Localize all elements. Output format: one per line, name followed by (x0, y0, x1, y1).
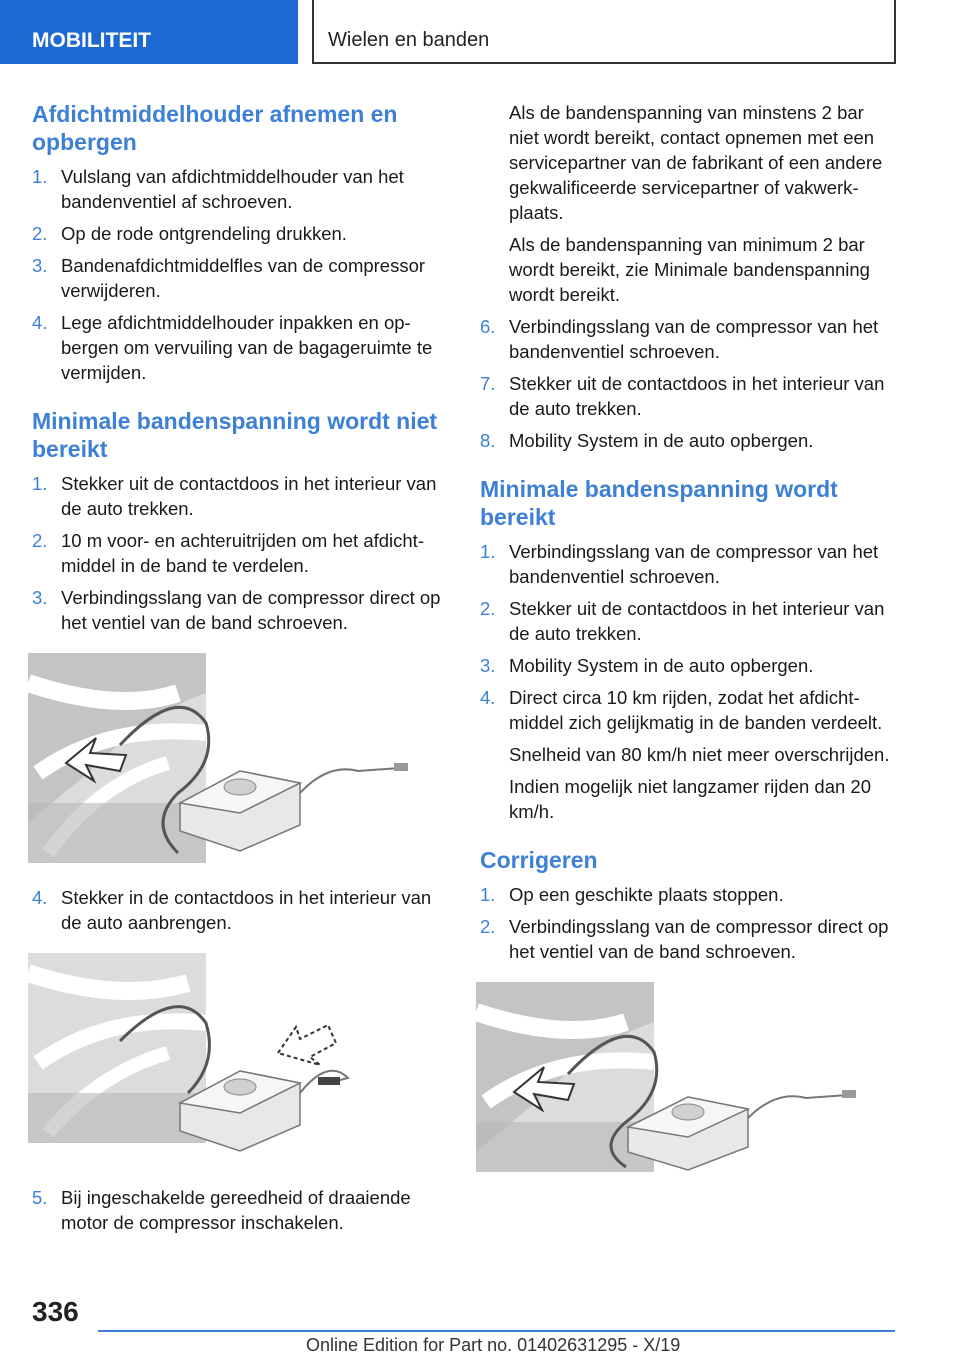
note-speed-limit: Snelheid van 80 km/h niet meer overschrijden. (509, 744, 890, 765)
steps-remove-sealant (32, 164, 450, 385)
list-item: 7. Stekker uit de contactdoos in het interieur van de auto trekken. (480, 373, 885, 419)
page-number: 336 (32, 1296, 79, 1327)
list-item: 2. 10 m voor- en achteruitrijden om het afdichtmiddel in de band te verdelen. (32, 530, 424, 576)
list-item: 8. Mobility System in de auto opbergen. (480, 430, 814, 451)
left-column (32, 100, 450, 1242)
illustration-compressor-valve-2 (476, 982, 894, 1192)
steps-continued (480, 314, 898, 453)
list-item: 1. Op een geschikte plaats stoppen. (480, 884, 784, 905)
right-column (480, 100, 898, 1214)
steps-pressure-reached (480, 539, 898, 735)
list-item: 3. Bandenafdichtmiddelfles van de compressor verwijderen. (32, 255, 426, 301)
list-item: 3. Verbindingsslang van de compressor direct op het ventiel van de band schroeven. (32, 587, 441, 633)
illustration-compressor-valve (28, 653, 446, 863)
paragraph-min-pressure-reached: Als de bandenspanning van minimum 2 bar wordt bereikt, zie Minimale bandenspanning wordt bereikt. (509, 234, 870, 305)
list-item: 6. Verbindingsslang van de compressor van het bandenventiel schroeven. (480, 316, 879, 362)
heading-remove-sealant: Afdichtmiddelhouder afnemen en opbergen (32, 101, 398, 155)
heading-correct: Corrigeren (480, 847, 598, 873)
list-item: 1. Stekker uit de contactdoos in het interieur van de auto trekken. (32, 473, 437, 519)
list-item: 2. Verbindingsslang van de compressor direct op het ventiel van de band schroeven. (480, 916, 889, 962)
illustration-compressor-plug (28, 953, 446, 1163)
footer-edition: Online Edition for Part no. 01402631295 - X/19 (306, 1335, 681, 1355)
paragraph-min-pressure-not-reached: Als de bandenspanning van minstens 2 bar niet wordt bereikt, contact opnemen met een servicepartner van de fabrikant of een andere gekwalificeerde servicepartner of vakwerkplaats. (509, 102, 883, 223)
steps-correct (480, 882, 898, 964)
section-title: MOBILITEIT (32, 29, 151, 52)
steps-pressure-not-reached (32, 471, 450, 635)
list-item: 3. Mobility System in de auto opbergen. (480, 655, 814, 676)
chapter-tab (312, 0, 896, 64)
footer-divider (98, 1330, 895, 1332)
list-item: 2. Stekker uit de contactdoos in het interieur van de auto trekken. (480, 598, 885, 644)
note-min-speed: Indien mogelijk niet langzamer rijden dan 20 km/h. (509, 776, 871, 822)
list-item: 2. Op de rode ontgrendeling drukken. (32, 223, 347, 244)
list-item: 4. Lege afdichtmiddelhouder inpakken en opbergen om vervuiling van de bagageruimte te vermijden. (32, 312, 433, 383)
list-item: 4. Stekker in de contactdoos in het interieur van de auto aanbrengen. (32, 887, 432, 933)
list-item: 1. Verbindingsslang van de compressor van het bandenventiel schroeven. (480, 541, 879, 587)
list-item: 5. Bij ingeschakelde gereedheid of draaiende motor de compressor inschakelen. (32, 1187, 411, 1233)
heading-pressure-not-reached: Minimale bandenspanning wordt niet bereikt (32, 408, 438, 462)
list-item: 4. Direct circa 10 km rijden, zodat het afdichtmiddel zich gelijkmatig in de banden verdeelt. (480, 687, 883, 733)
chapter-title: Wielen en banden (328, 29, 490, 51)
heading-pressure-reached: Minimale bandenspanning wordt bereikt (480, 476, 838, 530)
section-tab (0, 0, 298, 64)
list-item: 1. Vulslang van afdichtmiddelhouder van het bandenventiel af schroeven. (32, 166, 404, 212)
